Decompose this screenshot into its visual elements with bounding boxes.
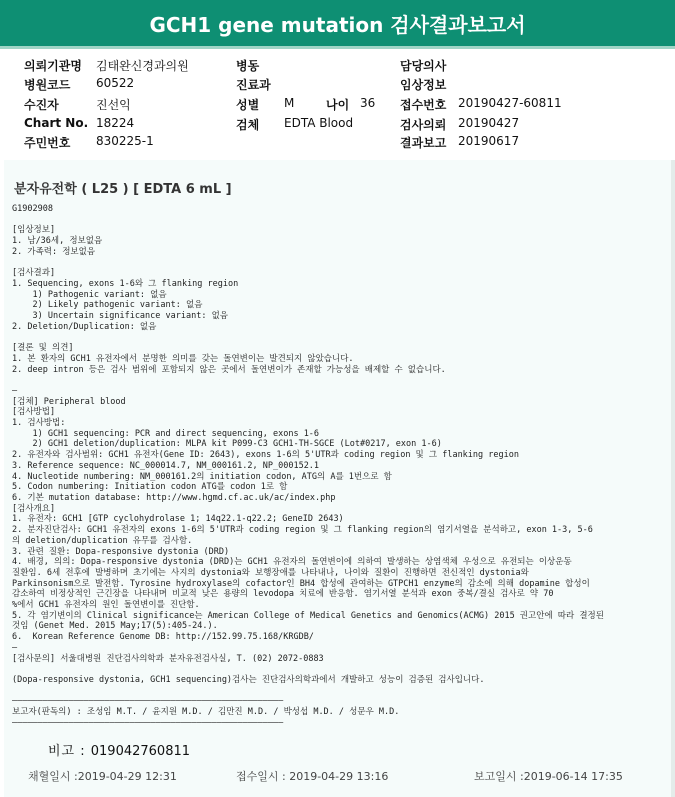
patient-info-panel — [0, 50, 675, 153]
report-line: 보고자(판독의) : 조성임 M.T. / 윤지원 M.D. / 김만진 M.D. / 박성섭 M.D. / 성문우 M.D. — [12, 707, 400, 718]
receipt-value: 20190427-60811 — [458, 96, 562, 110]
sample-title: 분자유전학 ( L25 ) [ EDTA 6 mL ] — [14, 182, 232, 197]
chart-value: 18224 — [96, 116, 135, 130]
report-title: GCH1 gene mutation 검사결과보고서 — [0, 0, 675, 46]
specimen-value: EDTA Blood — [284, 116, 354, 130]
report-line: ————————————————————————————————————————————————————— — [12, 717, 284, 728]
report-line — [12, 258, 667, 269]
report-line: 1. 유전자: GCH1 [GTP cyclohydrolase 1; 14q22.1-q22.2; GeneID 2643) — [12, 514, 344, 525]
memo-value: 019042760811 — [90, 744, 191, 759]
sex-value: M — [284, 96, 295, 110]
report-line: 6. 기본 mutation database: http://www.hgmd.cf.ac.uk/ac/index.php — [12, 492, 336, 503]
report-line: 질환임. 6세 전후에 발병하며 초기에는 사지의 dystonia와 보행장애를 나타내나, 나이와 질환이 진행하면 전신적인 dystonia와 — [12, 567, 529, 578]
resident-label: 주민번호 — [24, 136, 71, 150]
report-line: 4. 배경, 의의: Dopa-responsive dystonia (DRD)는 GCH1 유전자의 돌연변이에 의하여 발생하는 상염색체 우성으로 유전되는 이상운동 — [12, 557, 572, 568]
report-date-value: 20190617 — [458, 134, 520, 148]
report-line: [검사방법] — [12, 407, 56, 418]
report-line: 1. Sequencing, exons 1-6와 그 flanking region — [12, 278, 239, 289]
collector-label: 수진자 — [24, 98, 59, 112]
report-line: 3) Uncertain significance variant: 없음 — [12, 311, 229, 322]
report-line: 3. Reference sequence: NC_000014.7, NM_000161.2, NP_000152.1 — [12, 460, 320, 471]
memo — [48, 740, 190, 759]
report-line: G1902908 — [12, 204, 53, 214]
report-datetime: 보고일시 :2019-06-14 17:35 — [474, 770, 623, 783]
report-line: 1. 본 환자의 GCH1 유전자에서 분명한 의미를 갖는 돌연변이는 발견되지 않았습니다. — [12, 353, 354, 364]
report-line — [12, 215, 667, 226]
receive-datetime: 접수일시 : 2019-04-29 13:16 — [236, 770, 389, 783]
report-line: %에서 GCH1 유전자의 원인 돌연변이를 진단함. — [12, 600, 200, 611]
report-line: 1. 남/36세, 정보없음 — [12, 236, 103, 247]
report-line: 의 deletion/duplication 유무를 검사함. — [12, 535, 193, 546]
report-line: [임상정보] — [12, 225, 56, 236]
report-line: 1) GCH1 sequencing: PCR and direct sequencing, exons 1-6 — [12, 428, 320, 439]
sex-label: 성별 — [236, 98, 260, 112]
doctor-label: 담당의사 — [400, 59, 447, 73]
code-label: 병원코드 — [24, 78, 71, 92]
ward-label: 병동 — [236, 59, 260, 73]
receipt-label: 접수번호 — [400, 98, 447, 112]
report-line: 1) Pathogenic variant: 없음 — [12, 289, 167, 300]
report-line: [검사문의] 서울대병원 진단검사의학과 분자유전검사실, T. (02) 2072-0883 — [12, 653, 324, 664]
collector-value: 진선익 — [96, 98, 131, 112]
report-line: 5. 각 염기변이의 Clinical significance는 American College of Medical Genetics and Genomics(ACMG) 2015 권고안에 따라 결정된 — [12, 610, 604, 621]
report-line: 감소하여 비정상적인 근긴장을 나타내며 비교적 낮은 용량의 levodopa 치료에 반응함. 염기서열 분석과 exon 중복/결실 검사로 약 70 — [12, 589, 554, 600]
report-line: [검사결과] — [12, 268, 56, 279]
report-line — [12, 375, 667, 386]
age-value: 36 — [360, 96, 376, 110]
report-line: 2) Likely pathogenic variant: 없음 — [12, 300, 203, 311]
hospital-label: 의뢰기관명 — [24, 59, 82, 73]
report-line — [12, 664, 667, 675]
report-line: 것임 (Genet Med. 2015 May;17(5):405-24.). — [12, 621, 218, 632]
report-line: Parkinsonism으로 발전함. Tyrosine hydroxylase의 cofactor인 BH4 합성에 관여하는 GTPCH1 enzyme의 감소에 의해 dopamine 합성이 — [12, 578, 590, 589]
request-value: 20190427 — [458, 116, 520, 130]
report-line: 2. deep intron 등은 검사 범위에 포함되지 않은 곳에서 돌연변이가 존재할 가능성을 배제할 수 없습니다. — [12, 364, 446, 375]
hospital-value: 김태완신경과의원 — [96, 59, 189, 73]
report-line: 2. 가족력: 정보없음 — [12, 246, 96, 257]
age-label: 나이 — [326, 98, 350, 112]
report-line: 2) GCH1 deletion/duplication: MLPA kit P099-C3 GCH1-TH-SGCE (Lot#0217, exon 1-6) — [12, 439, 442, 450]
report-line: 2. Deletion/Duplication: 없음 — [12, 321, 157, 332]
report-line: 1. 검사방법: — [12, 418, 66, 429]
report-line — [12, 332, 667, 343]
report-line: — — [12, 642, 18, 653]
header-divider — [0, 46, 675, 49]
clinical-label: 임상정보 — [400, 78, 447, 92]
report-line: [검사개요] — [12, 503, 56, 514]
report-line: 3. 관련 질환: Dopa-responsive dystonia (DRD) — [12, 546, 230, 557]
code-value: 60522 — [96, 76, 135, 90]
report-line: [결론 및 의견] — [12, 343, 74, 354]
report-line — [12, 686, 667, 697]
collect-datetime: 채혈일시 :2019-04-29 12:31 — [28, 770, 177, 783]
chart-label: Chart No. — [24, 116, 89, 130]
report-line: 5. Codon numbering: Initiation codon ATG를 codon 1로 함 — [12, 482, 288, 493]
specimen-label: 검체 — [236, 118, 260, 132]
report-line: 4. Nucleotide numbering: NM_000161.2의 initiation codon, ATG의 A를 1번으로 함 — [12, 471, 392, 482]
report-line: 2. 분자진단검사: GCH1 유전자의 exons 1-6의 5'UTR과 coding region 및 그 flanking region의 염기서열을 분석하고, exon 1-3, 5-6 — [12, 525, 593, 536]
report-line: — — [12, 385, 18, 396]
dept-label: 진료과 — [236, 78, 271, 92]
report-line: (Dopa-responsive dystonia, GCH1 sequencing)검사는 진단검사의학과에서 개발하고 성능이 검증된 검사입니다. — [12, 674, 485, 685]
memo-label: 비고 : — [48, 744, 91, 759]
report-text — [12, 204, 667, 728]
report-line: 2. 유전자와 검사범위: GCH1 유전자(Gene ID: 2643), exons 1-6의 5'UTR과 coding region 및 그 flanking region — [12, 450, 519, 461]
resident-value: 830225-1 — [96, 134, 154, 148]
report-line: 6. Korean Reference Genome DB: http://152.99.75.168/KRGDB/ — [12, 632, 314, 643]
report-line: [검체] Peripheral blood — [12, 396, 126, 407]
report-date-label: 결과보고 — [400, 136, 447, 150]
scrollbar[interactable] — [671, 160, 675, 797]
report-line: ————————————————————————————————————————————————————— — [12, 696, 284, 707]
request-label: 검사의뢰 — [400, 118, 447, 132]
